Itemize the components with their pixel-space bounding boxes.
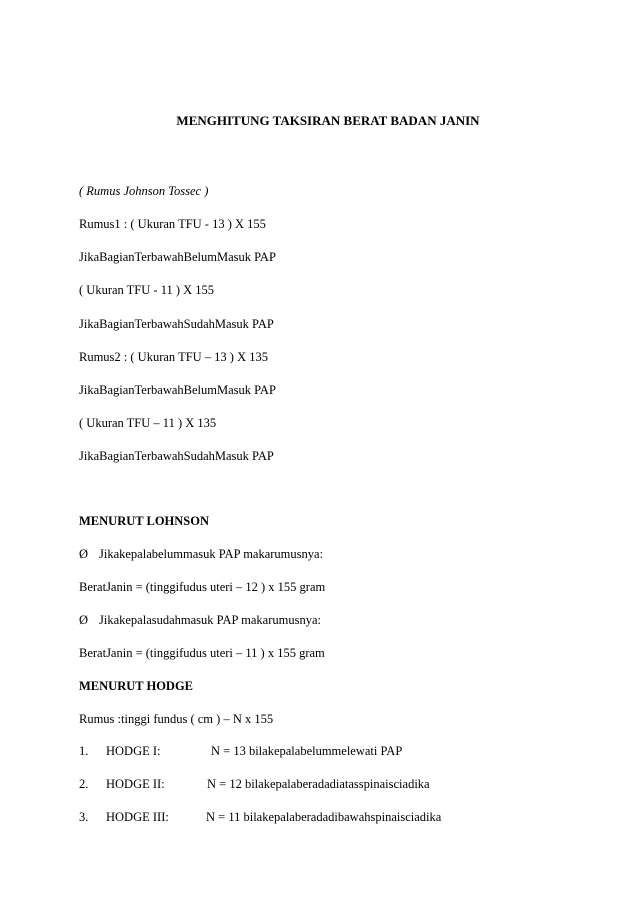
johnson-line: JikaBagianTerbawahSudahMasuk PAP xyxy=(79,317,274,331)
hodge-label: HODGE III: xyxy=(106,810,169,824)
lohnson-bullet-item xyxy=(79,612,321,628)
johnson-line: JikaBagianTerbawahSudahMasuk PAP xyxy=(79,449,274,463)
list-item-number: 2. xyxy=(79,777,89,791)
hodge-label: HODGE II: xyxy=(106,777,165,791)
bullet-icon: Ø xyxy=(79,613,89,627)
hodge-formula: Rumus :tinggi fundus ( cm ) – N x 155 xyxy=(79,712,274,726)
bullet-icon: Ø xyxy=(79,547,89,561)
johnson-line: ( Ukuran TFU - 11 ) X 155 xyxy=(79,283,215,297)
lohnson-bullet-text: Jikakepalasudahmasuk PAP makarumusnya: xyxy=(99,613,321,627)
list-item-number: 1. xyxy=(79,744,89,758)
hodge-desc: N = 13 bilakepalabelummelewati PAP xyxy=(211,744,403,758)
johnson-line: Rumus1 : ( Ukuran TFU - 13 ) X 155 xyxy=(79,217,266,231)
johnson-heading: ( Rumus Johnson Tossec ) xyxy=(79,184,209,198)
johnson-line: Rumus2 : ( Ukuran TFU – 13 ) X 135 xyxy=(79,350,269,364)
lohnson-formula: BeratJanin = (tinggifudus uteri – 11 ) x 155 gram xyxy=(79,646,325,660)
johnson-line: ( Ukuran TFU – 11 ) X 135 xyxy=(79,416,217,430)
lohnson-heading: MENURUT LOHNSON xyxy=(79,514,209,528)
hodge-desc: N = 11 bilakepalaberadadibawahspinaisciadika xyxy=(206,810,442,824)
hodge-label: HODGE I: xyxy=(106,744,161,758)
page-title: MENGHITUNG TAKSIRAN BERAT BADAN JANIN xyxy=(176,113,480,128)
johnson-line: JikaBagianTerbawahBelumMasuk PAP xyxy=(79,383,276,397)
lohnson-bullet-item xyxy=(79,546,323,562)
hodge-desc: N = 12 bilakepalaberadadiatasspinaisciadika xyxy=(207,777,430,791)
johnson-line: JikaBagianTerbawahBelumMasuk PAP xyxy=(79,250,276,264)
hodge-heading: MENURUT HODGE xyxy=(79,679,194,693)
lohnson-formula: BeratJanin = (tinggifudus uteri – 12 ) x 155 gram xyxy=(79,580,326,594)
lohnson-bullet-text: Jikakepalabelummasuk PAP makarumusnya: xyxy=(99,547,324,561)
list-item-number: 3. xyxy=(79,810,89,824)
